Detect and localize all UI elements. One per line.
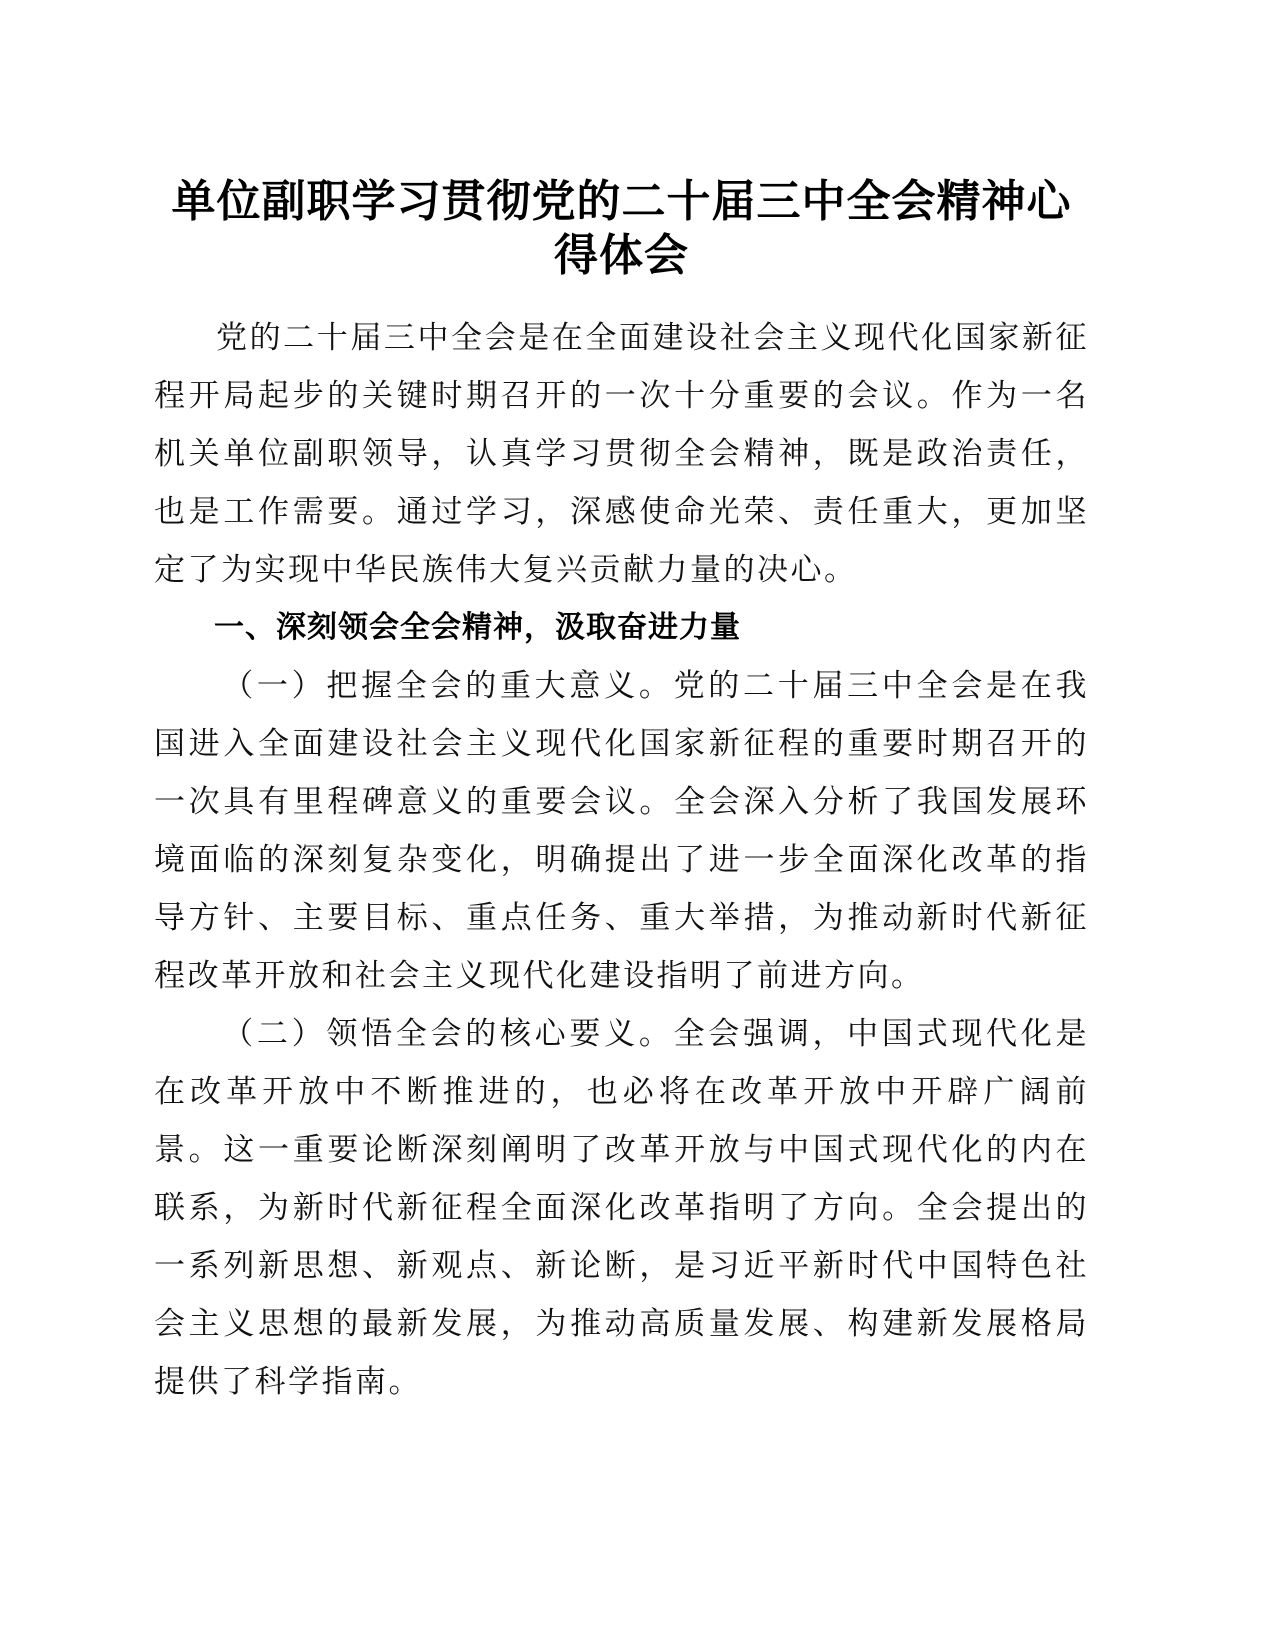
title-line-1: 单位副职学习贯彻党的二十届三中全会精神心 bbox=[171, 176, 1072, 227]
section1-paragraph-2: （二）领悟全会的核心要义。全会强调，中国式现代化是在改革开放中不断推进的，也必将在改革开放中开辟广阔前景。这一重要论断深刻阐明了改革开放与中国式现代化的内在联系，为新时代新征程全面深化改革指明了方向。全会提出的一系列新思想、新观点、新论断，是习近平新时代中国特色社会主义思想的最新发展，为推动高质量发展、构建新发展格局提供了科学指南。 bbox=[154, 1016, 1089, 1400]
section1-paragraph-1: （一）把握全会的重大意义。党的二十届三中全会是在我国进入全面建设社会主义现代化国家新征程的重要时期召开的一次具有里程碑意义的重要会议。全会深入分析了我国发展环境面临的深刻复杂变化，明确提出了进一步全面深化改革的指导方针、主要目标、重点任务、重大举措，为推动新时代新征程改革开放和社会主义现代化建设指明了前进方向。 bbox=[154, 668, 1089, 994]
section-heading-1: 一、深刻领会全会精神，汲取奋进力量 bbox=[214, 610, 741, 645]
title-line-2: 得体会 bbox=[554, 230, 689, 281]
document-page bbox=[154, 175, 1089, 1411]
document-title bbox=[154, 175, 1089, 283]
intro-paragraph: 党的二十届三中全会是在全面建设社会主义现代化国家新征程开局起步的关键时期召开的一次十分重要的会议。作为一名机关单位副职领导，认真学习贯彻全会精神，既是政治责任，也是工作需要。通过学习，深感使命光荣、责任重大，更加坚定了为实现中华民族伟大复兴贡献力量的决心。 bbox=[154, 320, 1089, 588]
